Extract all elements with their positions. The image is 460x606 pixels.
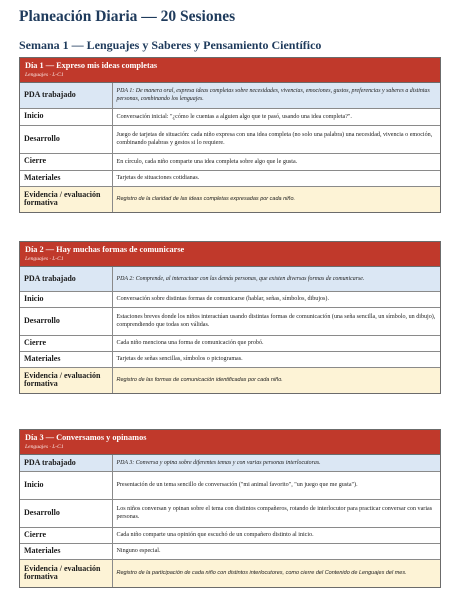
day-2-header [20, 242, 440, 267]
row-evidencia [20, 186, 440, 212]
row-value: Tarjetas de señas sencillas, símbolos o pictogramas. [112, 351, 440, 367]
day-meta: Lenguajes · L-C1 [25, 444, 64, 450]
row-desarrollo [20, 499, 440, 527]
week-title: Semana 1 — Lenguajes y Saberes y Pensamiento Científico [19, 38, 322, 52]
row-value: Los niños conversan y opinan sobre el tema con distintos compañeros, rotando de interlocutor para practicar conversar con varias personas. [112, 499, 440, 527]
row-value: Ninguno especial. [112, 543, 440, 559]
row-value: Registro de la participación de cada niño con distintos interlocutores, como cierre del Contenido de Lenguajes del mes. [112, 559, 440, 587]
row-pda [20, 267, 440, 291]
row-value: Tarjetas de situaciones cotidianas. [112, 170, 440, 186]
row-label: Materiales [20, 543, 112, 559]
row-value: Conversación inicial: "¿cómo le cuentas a alguien algo que te pasó, usando una idea completa?". [112, 108, 440, 125]
row-materiales [20, 543, 440, 559]
day-1-header [20, 58, 440, 83]
row-value: Estaciones breves donde los niños interactúan usando distintas formas de comunicación (una seña sencilla, un símbolo, un dibujo), comprendiendo que todas son válidas. [112, 307, 440, 335]
document-title: Planeación Diaria — 20 Sesiones [19, 8, 236, 25]
row-label: PDA trabajado [20, 455, 112, 471]
row-value: Cada niño comparte una opinión que escuchó de un compañero distinto al inicio. [112, 527, 440, 543]
row-value: PDA 1: De manera oral, expresa ideas completas sobre necesidades, vivencias, emociones, gustos, preferencias y saberes a distintas personas, combinando los lenguajes. [112, 83, 440, 108]
row-label: Desarrollo [20, 125, 112, 153]
row-label: Evidencia / evaluación formativa [20, 367, 112, 393]
row-value: Cada niño menciona una forma de comunicación que probó. [112, 335, 440, 351]
row-label: Evidencia / evaluación formativa [20, 559, 112, 587]
row-evidencia [20, 367, 440, 393]
day-3-table [20, 455, 440, 587]
row-cierre [20, 527, 440, 543]
row-inicio [20, 291, 440, 307]
row-value: Registro de las formas de comunicación identificadas por cada niño. [112, 367, 440, 393]
row-materiales [20, 351, 440, 367]
row-label: Cierre [20, 153, 112, 170]
row-desarrollo [20, 307, 440, 335]
row-label: Evidencia / evaluación formativa [20, 186, 112, 212]
day-3-card [19, 429, 441, 588]
row-desarrollo [20, 125, 440, 153]
day-meta: Lenguajes · L-C1 [25, 72, 64, 78]
day-1-table [20, 83, 440, 212]
day-title: Día 2 — Hay muchas formas de comunicarse [25, 245, 185, 254]
row-value: PDA 2: Comprende, al interactuar con las demás personas, que existen diversas formas de comunicarse. [112, 267, 440, 291]
row-label: Inicio [20, 108, 112, 125]
row-label: Desarrollo [20, 499, 112, 527]
day-2-table [20, 267, 440, 393]
row-value: Juego de tarjetas de situación: cada niño expresa con una idea completa (no solo una palabra) una necesidad, vivencia o emoción, combinando palabras y gestos si lo requiere. [112, 125, 440, 153]
row-inicio [20, 471, 440, 499]
row-materiales [20, 170, 440, 186]
row-pda [20, 455, 440, 471]
row-value: Presentación de un tema sencillo de conversación ("mi animal favorito", "un juego que me gusta"). [112, 471, 440, 499]
row-cierre [20, 153, 440, 170]
row-inicio [20, 108, 440, 125]
day-meta: Lenguajes · L-C1 [25, 256, 64, 262]
day-1-card [19, 57, 441, 213]
row-value: Registro de la claridad de las ideas completas expresadas por cada niño. [112, 186, 440, 212]
row-label: PDA trabajado [20, 83, 112, 108]
row-value: PDA 3: Conversa y opina sobre diferentes temas y con varias personas interlocutoras. [112, 455, 440, 471]
day-2-card [19, 241, 441, 394]
row-label: Materiales [20, 170, 112, 186]
day-3-header [20, 430, 440, 455]
row-label: Inicio [20, 471, 112, 499]
day-title: Día 1 — Expreso mis ideas completas [25, 61, 158, 70]
row-cierre [20, 335, 440, 351]
row-label: PDA trabajado [20, 267, 112, 291]
row-evidencia [20, 559, 440, 587]
row-label: Inicio [20, 291, 112, 307]
row-label: Cierre [20, 335, 112, 351]
row-value: Conversación sobre distintas formas de comunicarse (hablar, señas, símbolos, dibujos). [112, 291, 440, 307]
row-pda [20, 83, 440, 108]
row-label: Materiales [20, 351, 112, 367]
row-label: Cierre [20, 527, 112, 543]
row-value: En círculo, cada niño comparte una idea completa sobre algo que le gusta. [112, 153, 440, 170]
day-title: Día 3 — Conversamos y opinamos [25, 433, 147, 442]
row-label: Desarrollo [20, 307, 112, 335]
